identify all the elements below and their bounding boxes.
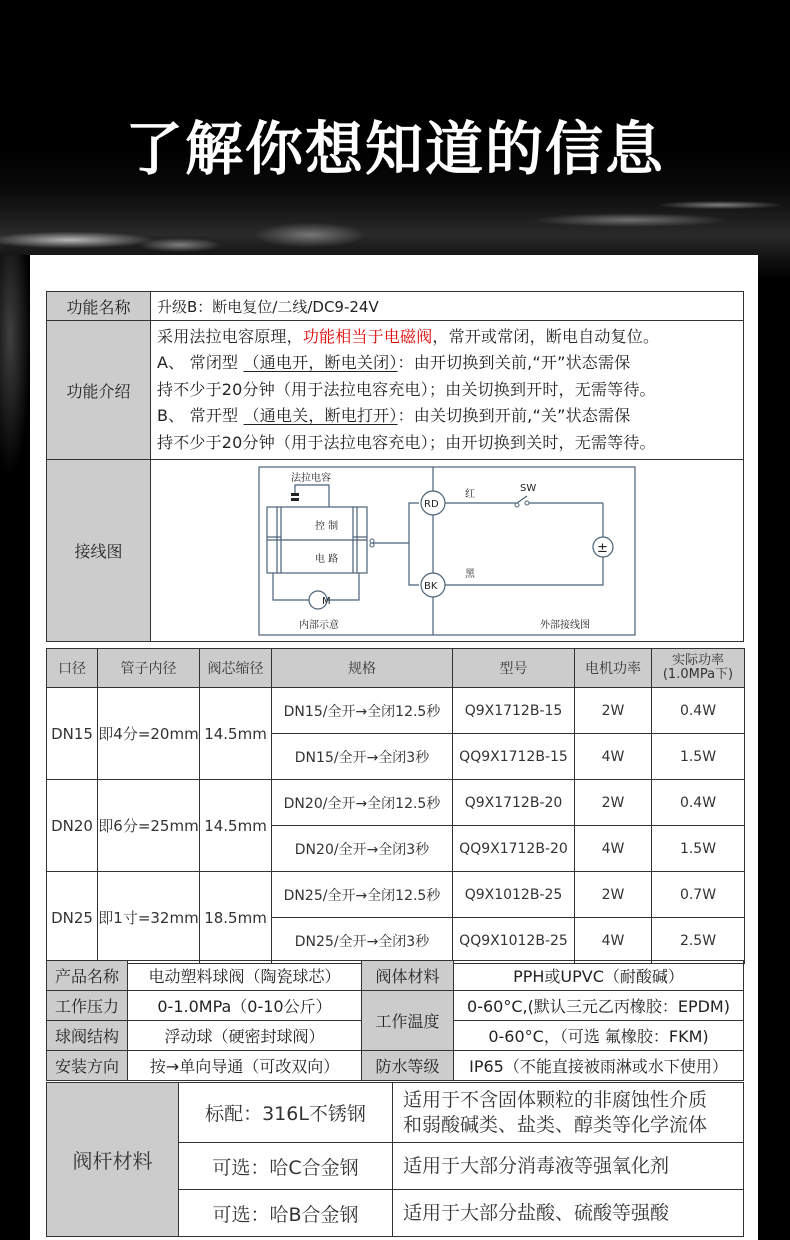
waterproof-label: 防水等级 xyxy=(362,1051,454,1081)
intro-text: B、 常开型 xyxy=(157,406,244,426)
size-cell: DN25 xyxy=(47,872,98,964)
capacitor-label: 法拉电容 xyxy=(291,472,331,484)
structure-value: 浮动球（硬密封球阀） xyxy=(128,1021,362,1051)
spec-table xyxy=(46,648,745,964)
core-cell: 14.5mm xyxy=(200,688,272,780)
stem-material-label: 阀杆材料 xyxy=(47,1083,179,1237)
function-name-value: 升级B：断电复位/二线/DC9-24V xyxy=(151,292,744,321)
switch-label: SW xyxy=(520,482,537,494)
body-material-label: 阀体材料 xyxy=(362,961,454,991)
col-header-size: 口径 xyxy=(47,649,98,688)
spec-cell: DN20/全开→全闭12.5秒 xyxy=(272,780,453,826)
function-name-label: 功能名称 xyxy=(47,292,151,321)
stem-material-cell: 可选：哈B合金钢 xyxy=(179,1190,393,1237)
page-title: 了解你想知道的信息 xyxy=(124,115,665,183)
spec-cell: DN25/全开→全闭12.5秒 xyxy=(272,872,453,918)
temperature-label: 工作温度 xyxy=(362,991,454,1051)
motor-power-cell: 2W xyxy=(575,688,652,734)
col-header-spec: 规格 xyxy=(272,649,453,688)
model-cell: QQ9X1712B-20 xyxy=(453,826,575,872)
red-terminal-label: RD xyxy=(424,498,439,510)
pipe-id-cell: 即4分=20mm xyxy=(98,688,200,780)
model-cell: Q9X1712B-15 xyxy=(453,688,575,734)
install-value: 按→单向导通（可改双向） xyxy=(128,1051,362,1081)
spec-cell: DN15/全开→全闭3秒 xyxy=(272,734,453,780)
intro-text: ：由开切换到关前,“开”状态需保 xyxy=(397,353,631,373)
stem-use-text: 和弱酸碱类、盐类、醇类等化学流体 xyxy=(403,1113,708,1136)
pipe-id-cell: 即1寸=32mm xyxy=(98,872,200,964)
actual-power-cell: 0.7W xyxy=(652,872,745,918)
temperature-value-fkm: 0-60°C，（可选 氟橡胶：FKM) xyxy=(454,1021,744,1051)
pressure-label: 工作压力 xyxy=(47,991,128,1021)
model-cell: QQ9X1712B-15 xyxy=(453,734,575,780)
actual-power-cell: 0.4W xyxy=(652,780,745,826)
external-diagram-label: 外部接线图 xyxy=(540,619,590,631)
model-cell: QQ9X1012B-25 xyxy=(453,918,575,964)
model-cell: Q9X1712B-20 xyxy=(453,780,575,826)
col-header-model: 型号 xyxy=(453,649,575,688)
intro-text: 持不少于20分钟（用于法拉电容充电）；由开切换到关时，无需等待。 xyxy=(157,432,656,452)
size-cell: DN20 xyxy=(47,780,98,872)
normally-closed-note: （通电开，断电关闭） xyxy=(243,353,398,373)
structure-label: 球阀结构 xyxy=(47,1021,128,1051)
hero-banner xyxy=(0,0,790,280)
function-intro-label: 功能介绍 xyxy=(47,321,151,460)
motor-power-cell: 4W xyxy=(575,734,652,780)
spec-cell: DN25/全开→全闭3秒 xyxy=(272,918,453,964)
body-material-value: PPH或UPVC（耐酸碱） xyxy=(454,961,744,991)
size-cell: DN15 xyxy=(47,688,98,780)
waterproof-value: IP65（不能直接被雨淋或水下使用） xyxy=(454,1051,744,1081)
info-panel xyxy=(30,255,758,1240)
internal-diagram-label: 内部示意 xyxy=(299,619,339,631)
stem-material-cell: 标配：316L不锈钢 xyxy=(179,1083,393,1143)
intro-text: ：由关切换到开前,“关”状态需保 xyxy=(397,406,631,426)
wiring-diagram xyxy=(257,465,637,637)
actual-power-cell: 1.5W xyxy=(652,826,745,872)
table-row xyxy=(47,780,745,826)
core-cell: 18.5mm xyxy=(200,872,272,964)
product-table xyxy=(46,960,744,1081)
function-intro-text xyxy=(151,321,744,460)
actual-power-cell: 2.5W xyxy=(652,918,745,964)
intro-highlight: 功能相当于电磁阀 xyxy=(302,326,433,346)
pressure-value: 0-1.0MPa（0-10公斤） xyxy=(128,991,362,1021)
spec-cell: DN20/全开→全闭3秒 xyxy=(272,826,453,872)
col-header-pipe-id: 管子内径 xyxy=(98,649,200,688)
col-header-motor-power: 电机功率 xyxy=(575,649,652,688)
motor-power-cell: 2W xyxy=(575,872,652,918)
wiring-label: 接线图 xyxy=(47,460,151,642)
intro-text: 持不少于20分钟（用于法拉电容充电）；由关切换到开时，无需等待。 xyxy=(157,379,656,399)
stem-use-cell xyxy=(393,1083,744,1143)
motor-power-cell: 2W xyxy=(575,780,652,826)
table-row xyxy=(47,688,745,734)
col-header-actual-power xyxy=(652,649,745,688)
control-label: 控 制 xyxy=(315,520,339,532)
wiring-diagram-svg xyxy=(257,465,637,637)
intro-text: ，常开或常闭，断电自动复位。 xyxy=(432,326,660,346)
stem-use-cell: 适用于大部分盐酸、硫酸等强酸 xyxy=(393,1190,744,1237)
motor-label: M xyxy=(322,595,331,607)
actual-power-cell: 1.5W xyxy=(652,734,745,780)
col-header-core: 阀芯缩径 xyxy=(200,649,272,688)
product-name-label: 产品名称 xyxy=(47,961,128,991)
spec-cell: DN15/全开→全闭12.5秒 xyxy=(272,688,453,734)
wiring-diagram-cell xyxy=(151,460,744,642)
stem-material-cell: 可选：哈C合金钢 xyxy=(179,1143,393,1190)
spec-table-header xyxy=(47,649,745,688)
water-background-decoration xyxy=(0,255,30,1240)
stem-use-text: 适用于不含固体颗粒的非腐蚀性介质 xyxy=(403,1088,708,1111)
temperature-value-epdm: 0-60°C,(默认三元乙丙橡胶：EPDM) xyxy=(454,991,744,1021)
black-wire-label: 黑 xyxy=(465,568,475,580)
stem-material-table xyxy=(46,1082,744,1237)
header-text: 实际功率 xyxy=(671,653,724,668)
circuit-label: 电 路 xyxy=(315,553,339,565)
motor-power-cell: 4W xyxy=(575,826,652,872)
stem-use-cell: 适用于大部分消毒液等强氧化剂 xyxy=(393,1143,744,1190)
power-source-icon: ± xyxy=(597,540,608,556)
intro-text: 采用法拉电容原理， xyxy=(157,326,303,346)
red-wire-label: 红 xyxy=(465,488,475,500)
function-table xyxy=(46,291,744,642)
motor-power-cell: 4W xyxy=(575,918,652,964)
normally-open-note: （通电关，断电打开） xyxy=(243,406,398,426)
header-subtext: (1.0MPa下) xyxy=(662,667,734,682)
table-row xyxy=(47,1083,744,1143)
product-name-value: 电动塑料球阀（陶瓷球芯） xyxy=(128,961,362,991)
core-cell: 14.5mm xyxy=(200,780,272,872)
intro-text: A、 常闭型 xyxy=(157,353,244,373)
model-cell: Q9X1012B-25 xyxy=(453,872,575,918)
black-terminal-label: BK xyxy=(424,580,438,592)
actual-power-cell: 0.4W xyxy=(652,688,745,734)
pipe-id-cell: 即6分=25mm xyxy=(98,780,200,872)
install-label: 安装方向 xyxy=(47,1051,128,1081)
table-row xyxy=(47,872,745,918)
